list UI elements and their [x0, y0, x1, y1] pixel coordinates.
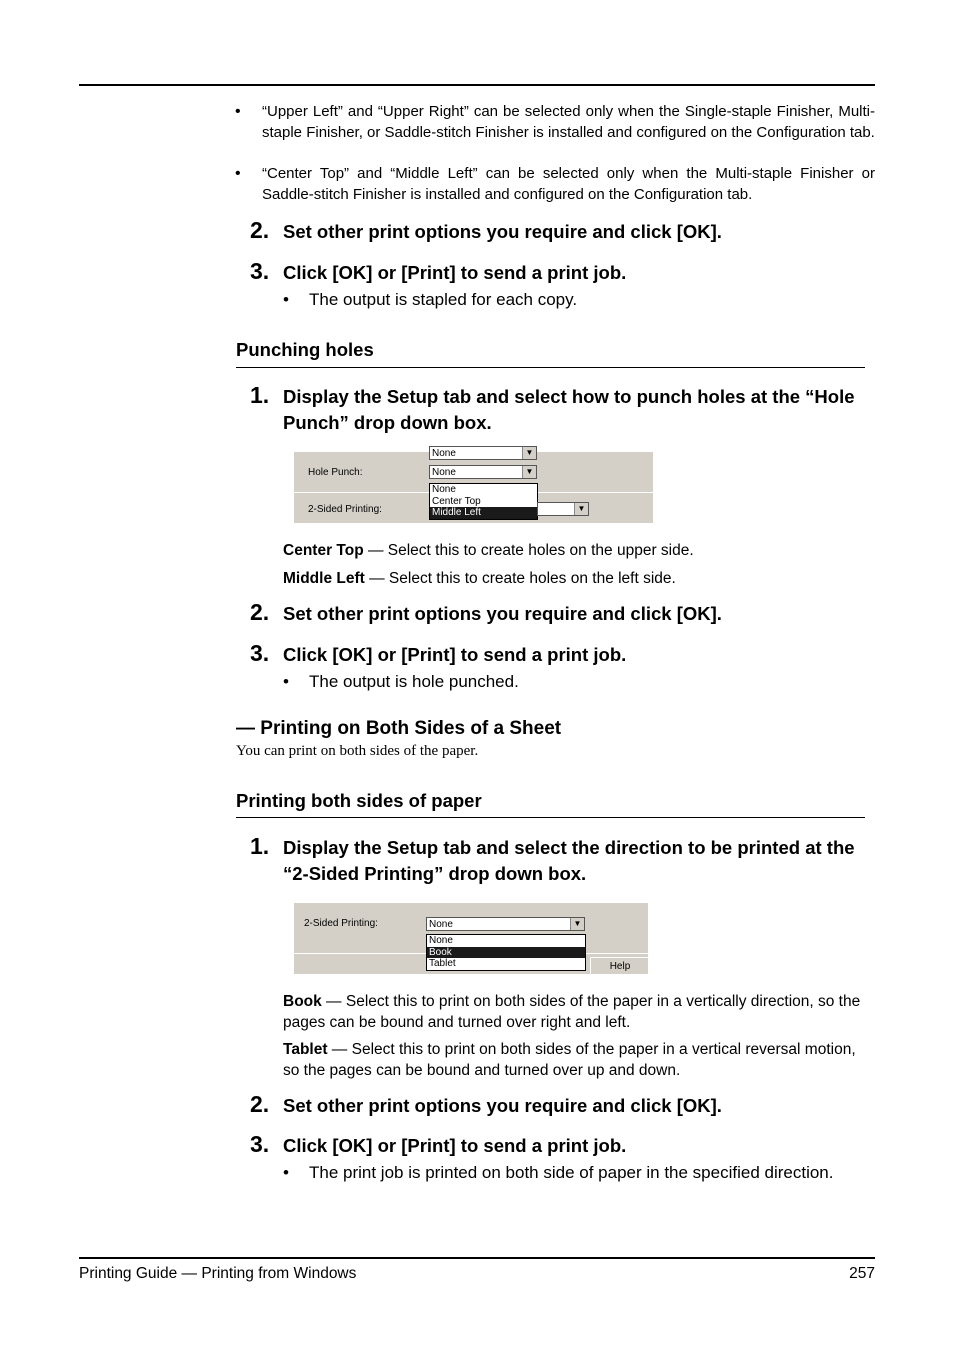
header-rule [79, 84, 875, 86]
step-number: 2. [250, 217, 270, 243]
step-text: Display the Setup tab and select how to punch holes at the “Hole Punch” drop down box. [283, 386, 855, 433]
two-sided-combo[interactable] [537, 502, 589, 516]
bullet-icon: • [235, 103, 241, 120]
hole-punch-dropdown-list [429, 483, 538, 520]
result-bullet: • The print job is printed on both side of paper in the specified direction. [283, 1163, 834, 1182]
step-number: 3. [250, 1131, 270, 1157]
bullet-icon: • [283, 1163, 289, 1182]
step-text: Set other print options you require and click [OK]. [283, 1095, 722, 1116]
option-description: Book — Select this to print on both sides of the paper in a vertically direction, so the pages can be bound and turned over right and left. [283, 993, 861, 1031]
hole-punch-screenshot [294, 448, 653, 523]
step-text: Click [OK] or [Print] to send a print job. [283, 262, 627, 283]
two-sided-combo[interactable]: None ▼ [426, 917, 585, 931]
section-title: — Printing on Both Sides of a Sheet [236, 718, 562, 739]
dropdown-option[interactable]: Tablet [429, 958, 456, 969]
chevron-down-icon[interactable]: ▼ [570, 918, 584, 930]
two-sided-dropdown-list [426, 934, 586, 971]
step-number: 3. [250, 640, 270, 666]
dropdown-option[interactable]: Center Top [432, 495, 481, 507]
result-bullet: • The output is hole punched. [283, 672, 519, 691]
hole-punch-combo[interactable]: None ▼ [429, 465, 537, 479]
step-number: 1. [250, 833, 270, 859]
page-number: 257 [849, 1265, 875, 1282]
staple-combo[interactable]: None ▼ [429, 446, 537, 460]
step-text: Display the Setup tab and select the direction to be printed at the “2-Sided Printing” drop down box. [283, 837, 855, 884]
step-text: Set other print options you require and click [OK]. [283, 603, 722, 624]
section-intro: You can print on both sides of the paper. [236, 743, 479, 759]
footer-rule [79, 1257, 875, 1259]
note-item: • “Upper Left” and “Upper Right” can be selected only when the Single-staple Finisher, Multi-staple Finisher, or Saddle-stitch Finisher is installed and configured on the Configuration tab. [235, 103, 875, 141]
chevron-down-icon[interactable]: ▼ [522, 466, 536, 478]
result-bullet: • The output is stapled for each copy. [283, 290, 578, 309]
bullet-icon: • [283, 290, 289, 309]
step-number: 3. [250, 258, 270, 284]
help-button[interactable]: Help [590, 957, 649, 975]
two-sided-label: 2-Sided Printing: [304, 918, 378, 929]
section-heading: Printing both sides of paper [236, 790, 482, 811]
step-number: 2. [250, 1091, 270, 1117]
option-description: Tablet — Select this to print on both sides of the paper in a vertical reversal motion, so the pages can be bound and turned over up and down. [283, 1041, 856, 1079]
step-number: 2. [250, 599, 270, 625]
note-item: • “Center Top” and “Middle Left” can be selected only when the Multi-staple Finisher or Saddle-stitch Finisher is installed and configured on the Configuration tab. [235, 165, 875, 203]
bullet-icon: • [283, 672, 289, 691]
chevron-down-icon[interactable]: ▼ [574, 503, 588, 515]
heading-rule [236, 367, 865, 368]
chevron-down-icon[interactable]: ▼ [522, 447, 536, 459]
hole-punch-label: Hole Punch: [308, 467, 363, 478]
two-sided-label: 2-Sided Printing: [308, 504, 382, 515]
heading-rule [236, 817, 865, 818]
footer-title: Printing Guide — Printing from Windows [79, 1265, 357, 1282]
step-number: 1. [250, 382, 270, 408]
option-description: Center Top — Select this to create holes on the upper side. [283, 542, 694, 559]
dropdown-option[interactable]: None [432, 484, 456, 495]
step-text: Click [OK] or [Print] to send a print job. [283, 644, 627, 665]
dropdown-option-selected[interactable]: Middle Left [430, 507, 537, 519]
dropdown-option-selected[interactable]: Book [427, 947, 585, 959]
section-heading: Punching holes [236, 339, 374, 360]
option-description: Middle Left — Select this to create holes on the left side. [283, 570, 676, 587]
bullet-icon: • [235, 165, 241, 182]
step-text: Set other print options you require and click [OK]. [283, 221, 722, 242]
dropdown-option[interactable]: None [429, 935, 453, 946]
step-text: Click [OK] or [Print] to send a print job. [283, 1135, 627, 1156]
two-sided-screenshot [294, 903, 648, 974]
